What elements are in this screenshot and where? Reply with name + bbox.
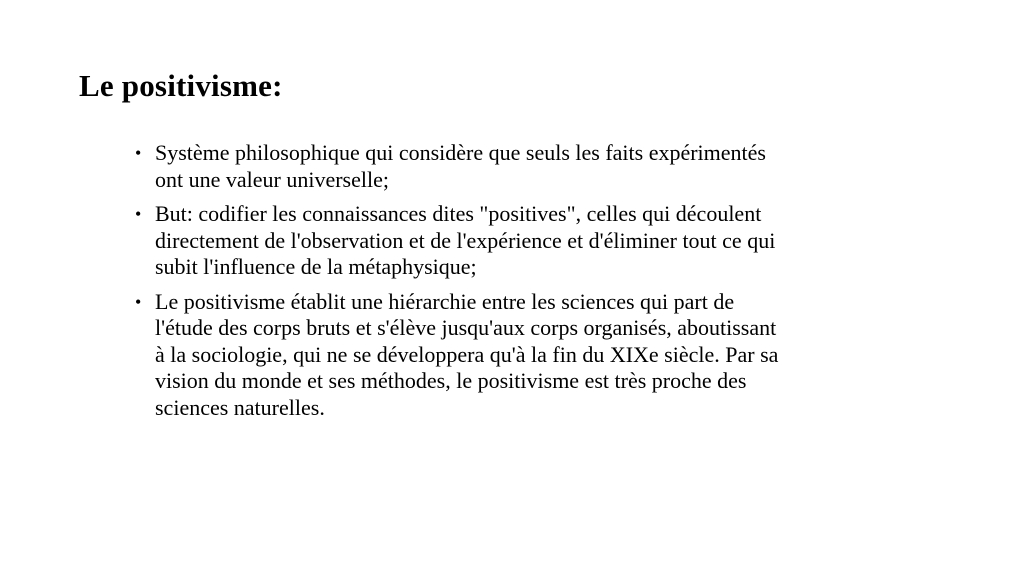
list-item: [135, 201, 895, 281]
bullet-dot-icon: •: [135, 291, 142, 312]
bullet-text: Le positivisme établit une hiérarchie entre les sciences qui part de l'étude des corps bruts et s'élève jusqu'aux corps organisés, aboutissant à la sociologie, qui ne se développera qu'à la fin du XIXe siècle. Par sa vision du monde et ses méthodes, le positivisme est très proche des sciences naturelles.: [155, 288, 779, 420]
bullet-text: But: codifier les connaissances dites "positives", celles qui découlent directement de l'observation et de l'expérience et d'éliminer tout ce qui subit l'influence de la métaphysique;: [155, 201, 776, 279]
bullet-dot-icon: •: [135, 204, 142, 224]
bullet-text: Système philosophique qui considère que seuls les faits expérimentés ont une valeur universelle;: [155, 140, 766, 192]
slide-title: Le positivisme:: [79, 68, 283, 103]
list-item: [135, 289, 895, 422]
list-item: [135, 140, 895, 193]
bullet-list: [135, 140, 895, 429]
bullet-dot-icon: •: [135, 143, 142, 163]
